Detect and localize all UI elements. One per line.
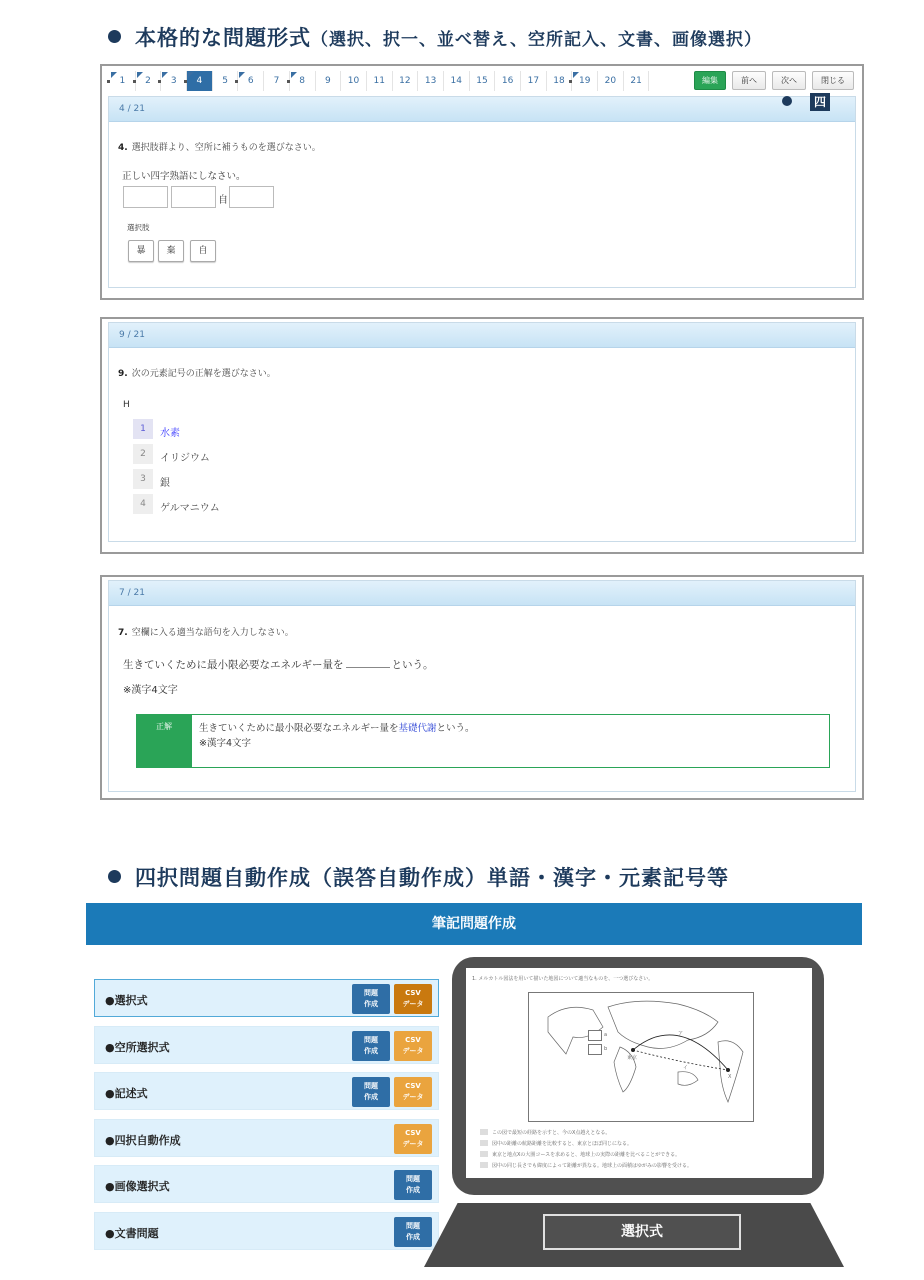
answer-blank[interactable] <box>346 658 390 668</box>
blank-slot-1[interactable] <box>123 186 168 208</box>
choice-chip[interactable]: 自 <box>190 240 216 262</box>
choice-chip[interactable]: 棄 <box>158 240 184 262</box>
option-number[interactable]: 2 <box>133 444 153 464</box>
option-label[interactable]: 水素 <box>160 428 180 439</box>
question-title: 4. 選択肢群より、空所に補うものを選びなさい。 <box>118 143 321 153</box>
laptop-answer: この図で最短の経路を示すと、今のX点越えとなる。 <box>492 1130 611 1136</box>
create-question-button[interactable]: 問題 作成 <box>352 1077 390 1107</box>
map-blank-a <box>588 1030 602 1041</box>
question-navigator <box>110 71 649 91</box>
selection-type-button[interactable]: 選択式 <box>543 1214 741 1250</box>
map-label-b: b <box>604 1046 608 1052</box>
question-counter: 4 / 21 <box>109 97 855 122</box>
menu-row-descriptive[interactable]: ●記述式 問題 作成 CSV データ <box>94 1072 439 1110</box>
prev-button[interactable]: 前へ <box>732 71 766 90</box>
bullet-icon <box>782 96 792 106</box>
question-instruction: 正しい四字熟語にしなさい。 <box>122 171 246 182</box>
nav-question-13[interactable]: 13 <box>418 71 444 91</box>
option-number[interactable]: 1 <box>133 419 153 439</box>
flag-mark-icon <box>287 80 290 83</box>
flag-mark-icon <box>235 80 238 83</box>
banner-written-question-creation: 筆記問題作成 <box>86 903 862 945</box>
map-label-tokyo: 東京 <box>627 1055 638 1061</box>
edit-button[interactable]: 編集 <box>694 71 726 90</box>
nav-question-6[interactable]: 6 <box>238 71 264 91</box>
close-button[interactable]: 閉じる <box>812 71 854 90</box>
nav-question-21[interactable]: 21 <box>624 71 650 91</box>
nav-question-3[interactable]: 3 <box>161 71 187 91</box>
fixed-character: 自 <box>218 195 228 206</box>
question-title: 9. 次の元素記号の正解を選びなさい。 <box>118 369 276 379</box>
csv-data-button[interactable]: CSV データ <box>394 1124 432 1154</box>
section-heading-formats: 本格的な問題形式（選択、択一、並べ替え、空所記入、文書、画像選択） <box>108 22 762 52</box>
option-number <box>480 1162 488 1168</box>
laptop-answer: 東京と地点Xの大圏コースを求めると、地球上の実際の距離を比べることができる。 <box>492 1152 681 1158</box>
blank-slot-3[interactable] <box>229 186 274 208</box>
nav-question-9[interactable]: 9 <box>316 71 342 91</box>
answer-note: ※漢字4文字 <box>199 738 252 749</box>
flag-mark-icon <box>133 80 136 83</box>
world-map <box>528 992 754 1122</box>
option-number <box>480 1151 488 1157</box>
nav-question-8[interactable]: 8 <box>290 71 316 91</box>
nav-question-5[interactable]: 5 <box>213 71 239 91</box>
choice-count-badge: 四 <box>810 93 830 111</box>
laptop-answer: 図中の距離の航路距離を比較すると、東京とほぼ同じになる。 <box>492 1141 633 1147</box>
nav-question-2[interactable]: 2 <box>136 71 162 91</box>
flag-mark-icon <box>184 80 187 83</box>
create-question-button[interactable]: 問題 作成 <box>394 1170 432 1200</box>
option-number <box>480 1129 488 1135</box>
option-label[interactable]: ゲルマニウム <box>160 503 220 514</box>
next-button[interactable]: 次へ <box>772 71 806 90</box>
question-card <box>108 322 856 542</box>
answer-label: 正解 <box>136 714 192 768</box>
question-counter: 7 / 21 <box>109 581 855 606</box>
question-note: ※漢字4文字 <box>123 685 178 696</box>
bullet-icon <box>108 30 121 43</box>
nav-question-7[interactable]: 7 <box>264 71 290 91</box>
nav-question-15[interactable]: 15 <box>470 71 496 91</box>
menu-row-selection[interactable]: ●選択式 問題 作成 CSV データ <box>94 979 439 1017</box>
question-counter: 9 / 21 <box>109 323 855 348</box>
map-label-a-route: ア <box>678 1031 684 1037</box>
flag-mark-icon <box>158 80 161 83</box>
answer-sentence: 生きていくために最小限必要なエネルギー量を基礎代謝という。 <box>199 723 475 734</box>
question-title: 7. 空欄に入る適当な語句を入力しなさい。 <box>118 628 294 638</box>
nav-question-10[interactable]: 10 <box>341 71 367 91</box>
flag-mark-icon <box>107 80 110 83</box>
choices-label: 選択肢 <box>127 223 150 232</box>
nav-question-17[interactable]: 17 <box>521 71 547 91</box>
menu-row-document[interactable]: ●文書問題 問題 作成 <box>94 1212 439 1250</box>
nav-question-4[interactable]: 4 <box>187 71 213 91</box>
csv-data-button[interactable]: CSV データ <box>394 1031 432 1061</box>
option-label[interactable]: 銀 <box>160 478 170 489</box>
nav-question-19[interactable]: 19 <box>572 71 598 91</box>
csv-data-button[interactable]: CSV データ <box>394 1077 432 1107</box>
question-sentence: 生きていくために最小限必要なエネルギー量を という。 <box>123 659 434 671</box>
create-question-button[interactable]: 問題 作成 <box>352 1031 390 1061</box>
option-number[interactable]: 3 <box>133 469 153 489</box>
bullet-icon <box>108 870 121 883</box>
create-question-button[interactable]: 問題 作成 <box>394 1217 432 1247</box>
element-symbol: H <box>123 400 130 410</box>
map-label-a: a <box>604 1032 608 1038</box>
map-label-x: X <box>728 1074 732 1080</box>
nav-question-20[interactable]: 20 <box>598 71 624 91</box>
nav-question-11[interactable]: 11 <box>367 71 393 91</box>
option-number <box>480 1140 488 1146</box>
choice-chip[interactable]: 暴 <box>128 240 154 262</box>
nav-question-18[interactable]: 18 <box>547 71 573 91</box>
map-blank-b <box>588 1044 602 1055</box>
section-heading-auto-create: 四択問題自動作成（誤答自動作成）単語・漢字・元素記号等 <box>108 862 729 892</box>
option-label[interactable]: イリジウム <box>160 453 210 464</box>
map-label-i-route: イ <box>683 1065 689 1071</box>
nav-question-12[interactable]: 12 <box>393 71 419 91</box>
menu-row-four-choice-auto[interactable]: ●四択自動作成 CSV データ <box>94 1119 439 1157</box>
laptop-question: 1. メルカトル図法を用いて描いた地図について適当なものを、一つ選びなさい。 <box>472 976 654 982</box>
blank-slot-2[interactable] <box>171 186 216 208</box>
create-question-button[interactable]: 問題 作成 <box>352 984 390 1014</box>
menu-row-blank-selection[interactable]: ●空所選択式 問題 作成 CSV データ <box>94 1026 439 1064</box>
nav-question-1[interactable]: 1 <box>110 71 136 91</box>
nav-question-16[interactable]: 16 <box>495 71 521 91</box>
laptop-answer: 図中の同じ長さでも緯度によって距離が異なる。地球上の面積はゆがみの影響を受ける。 <box>492 1163 693 1169</box>
option-number[interactable]: 4 <box>133 494 153 514</box>
menu-row-image-selection[interactable]: ●画像選択式 問題 作成 <box>94 1165 439 1203</box>
csv-data-button[interactable]: CSV データ <box>394 984 432 1014</box>
nav-question-14[interactable]: 14 <box>444 71 470 91</box>
flag-mark-icon <box>569 80 572 83</box>
